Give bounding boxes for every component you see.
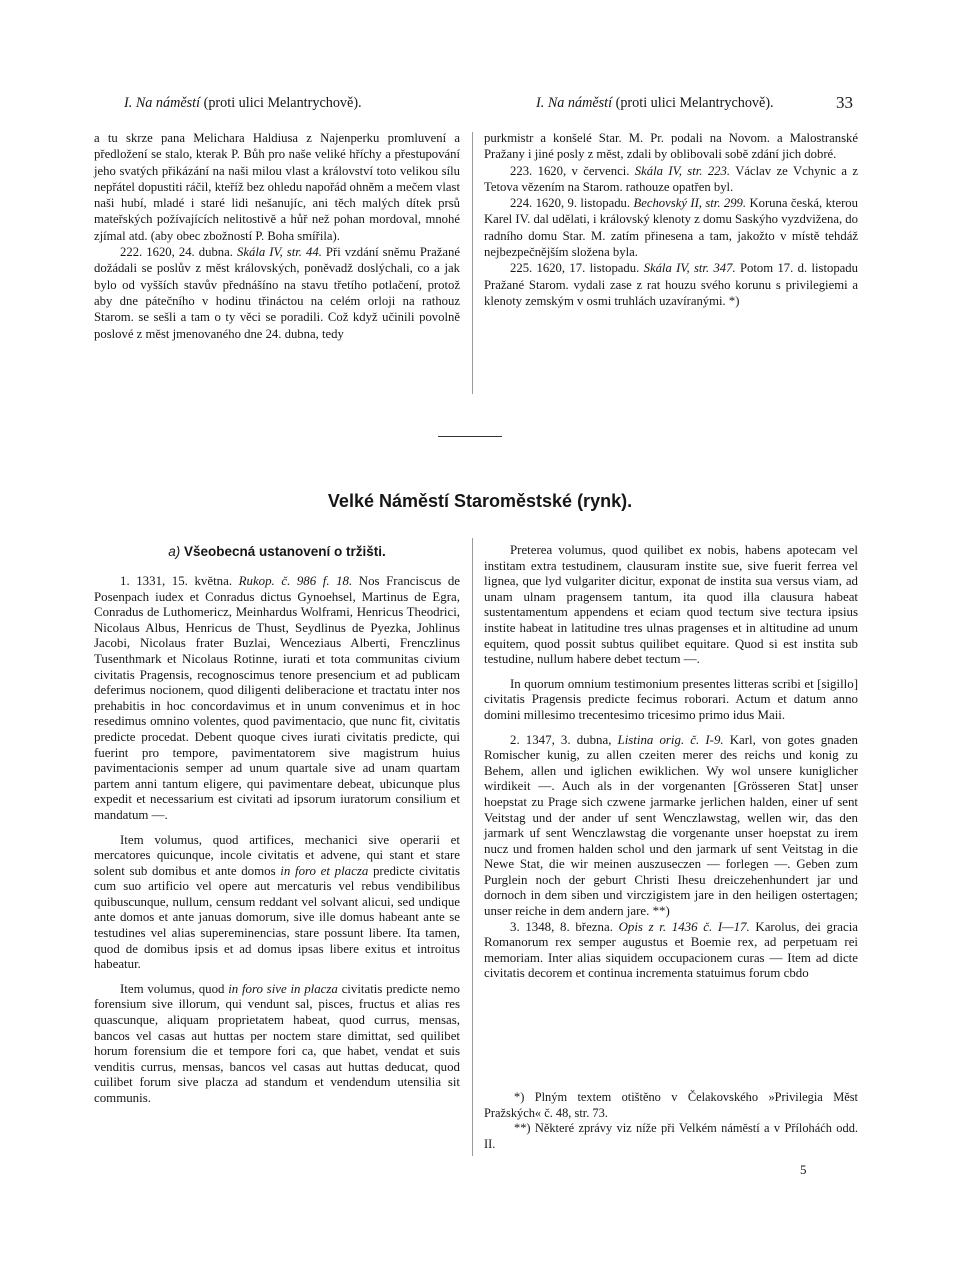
entry-222-text: Při vzdání sněmu Pražané dožádali se poslův z měst královských, poněvadž doslýchali, co a jak bylo od vyšších stavův přednášíno na stavu třetího potlačení, protož aby dne pátečního v hodinu třináctou na celém orloji na rathouz Starom. se sešli a tam o ty věci se poradili. Což když učinili povolně poslové z měst jmenovaného dne 24. dubna, tedy [94, 245, 460, 341]
signature-mark: 5 [800, 1162, 807, 1177]
entry-1-citation: Rukop. č. 986 f. 18. [238, 574, 353, 588]
latin-paragraph-forensium [94, 982, 460, 1107]
footnotes [484, 1090, 858, 1152]
top-left-column [94, 130, 460, 342]
header-left-rest: (proti ulici Melantrychově). [200, 95, 362, 111]
entry-3-head: 3. 1348, 8. března. [510, 919, 619, 934]
top-right-paragraph-1: purkmistr a konšelé Star. M. Pr. podali na Novom. a Malostranské Pražany i jiné posly z měst, zdali by oblibovali sobě zdání jich dobré. [484, 131, 858, 162]
entry-223-citation: Skála IV, str. 223. [634, 163, 731, 178]
entry-225-text: Potom 17. d. listopadu Pražané Starom. vydali zase z rat houzu svého korunu s privilegiemi a klenoty zemským v osmi truhlách uzavíranými. *) [484, 261, 858, 308]
entry-2 [484, 733, 858, 920]
latin-paragraph-preterea: Preterea volumus, quod quilibet ex nobis, habens apotecam vel institam extra testudinem, clausuram instite sue, sive fuerit ferrea vel lignea, que lyd vulgariter dicitur, exponat de instita sua versus viam, ad unam ulnam pragensem tantum, ita quod illa clausura habeat sustentamentum appendens et eciam quod tectum sive tectura ipsius instite habeat in latitudine tres ulnas pragenses et in altitudine ad unum equitem, quod possit subtus quilibet equitare. Quod si est instita sub testudine, nullum habere debet tectum —. [484, 543, 858, 667]
latin-text: civitatis predicte nemo forensium sive illorum, qui vendunt sal, pisces, fructus et alias res quascunque, aliquam proprietatem habeat, quod currus, mensas, bancos vel casas aut huttas per noctem stare dimittat, sed quilibet horum forensium die et tempore fori ca, que habet, vendat et suis venditis currus, mensas, bancos vel casas aut huttas deducat, quod cuilibet forum sive placza ad standum et vendendum utensilia sit communis. [94, 981, 460, 1105]
entry-2-citation: Listina orig. č. I-9. [617, 732, 724, 747]
entry-225-citation: Skála IV, str. 347. [643, 261, 736, 276]
footnote-1: *) Plným textem otištěno v Čelakovského »Privilegia Měst Pražských« č. 48, str. 73. [484, 1090, 858, 1120]
entry-1 [94, 574, 460, 824]
section-title: Velké Náměstí Staroměstské (rynk). [327, 491, 633, 511]
footnote-2: **) Některé zprávy viz níže při Velkém náměstí a v Příloháćh odd. II. [484, 1121, 858, 1151]
entry-223 [484, 163, 858, 196]
latin-italic-phrase: in foro sive in placza [228, 981, 338, 996]
page-number: 33 [836, 93, 853, 112]
entry-2-head: 2. 1347, 3. dubna, [510, 732, 618, 747]
header-right-rest: (proti ulici Melantrychově). [612, 95, 774, 111]
entry-3-text: Karolus, dei gracia Romanorum rex semper augustus et Boemie rex, ad perpetuam rei memoriam. Inter alias siquidem occupacionem curas — Item ad dicte civitatis decorem et continua incrementa statuimus forum cbdo [484, 919, 858, 981]
entry-3-citation: Opis z r. 1436 č. I—17. [618, 919, 750, 934]
latin-text: Item volumus, quod artifices, mechanici sive operarii et mercatores quicunque, incole civitatis et advene, qui stant et stare solent sub domibus et ante domos [94, 832, 460, 878]
column-divider-bottom [472, 538, 473, 1156]
top-left-paragraph-1: a tu skrze pana Melichara Haldiusa z Najenperku promluvení a předložení se stalo, kterak P. Bůh pro naše veliké hříchy a přestupování jeho svatých přikázání na naši milou vlast a království toto velikou sílu nepřátel dopustiti ráčil, kteříž bez ohledu napořád ohněm a mečem vlast naši hubí, mladé i staré lidi nešanujíc, ani těch malých dítek prsů mateřských požívajících nelitostivě a hůř než pohan mordoval, mnohé zjímal atd. (aby obec zbožností P. Boha smířila). [94, 131, 460, 243]
entry-223-text: Václav ze Vchynic a z Tetova vězením na Starom. rathouze opatřen byl. [484, 163, 858, 194]
entry-224-head: 224. 1620, 9. listopadu. [510, 196, 634, 211]
header-left-title: I. Na náměstí [124, 95, 201, 111]
bottom-right-column [484, 543, 858, 982]
subsection-title: Všeobecná ustanovení o tržišti. [183, 544, 386, 559]
top-right-column [484, 130, 858, 309]
entry-224-text: Koruna česká, kterou Karel IV. dal udělati, i královský klenoty z domu Saskýho vyzdvižena, do radního domu Star. M. zatím přinesena a tam, jakožto v místě tehdáž nejbezpečnějším složena byla. [484, 196, 858, 260]
latin-italic-phrase: in foro et placza [280, 863, 369, 878]
entry-225-head: 225. 1620, 17. listopadu. [510, 261, 644, 276]
entry-225 [484, 260, 858, 309]
section-separator-rule [438, 436, 502, 437]
running-header-left [124, 94, 362, 112]
header-right-title: I. Na náměstí [536, 95, 613, 111]
entry-1-text: Nos Franciscus de Posenpach iudex et Conradus dictus Gynoehsel, Martinus de Egra, Conradus de Luthomericz, Meinhardus Wolframi, Henricus Theodrici, Nicolaus Albus, Henricus de Thust, Seydlinus de Pyezka, Johlinus Jacobi, Nicolaus frater Buzlai, Wenceziaus Alberti, Frenczlinus Tusenthmark et Nicolaus Rotinne, iurati et tota communitas civium civitatis Pragensis, recognoscimus tenore presencium et ad publicam deferimus nocionem, quod diligenti deliberacione et tractatu inter nos prehabitis in hoc concordavimus et in unum convenimus et in hoc resedimus omnino volentes, quod pavimentacio, que nunc fit, civitatis predicte procedat. Debent quoque cives iurati civitatis predicte, qui fuerint pro tempore, pavimentatorem sive magistrum huius pavimentacionis semper ad unum quartale sive ad unam quartam partem anni tantum eligere, qui pavimentare debeat, ubicunque plus expedit et necessarium est civitati ad ipsorum iuratorum consilium et mandatum —. [94, 574, 460, 822]
latin-text: Item volumus, quod [120, 981, 229, 996]
entry-224-citation: Bechovský II, str. 299. [633, 196, 747, 211]
latin-text: predicte civitatis cum suo artificio vel opere aut mercaturis vel rebus vendibilibus quibuscunque, nullum, censum reddant vel solvant alicui, sed undique ante domos et ante januas domorum, sive ille domus habeant ante se testudines vel alias supereminencias, stare possunt libere. Ita tamen, quod de domibus ipsis et ad domus ipsas libere exitus et introitus habeatur. [94, 863, 460, 972]
entry-224 [484, 195, 858, 260]
running-header-right [536, 94, 774, 112]
entry-222-head: 222. 1620, 24. dubna. [120, 245, 237, 260]
entry-1-head: 1. 1331, 15. května. [120, 574, 239, 588]
bottom-left-column [94, 574, 460, 1107]
subsection-letter: a) [168, 544, 181, 559]
subsection-heading [94, 544, 460, 560]
entry-223-head: 223. 1620, v červenci. [510, 163, 635, 178]
latin-paragraph-artifices [94, 833, 460, 973]
entry-222-citation: Skála IV, str. 44. [237, 245, 322, 260]
latin-paragraph-testimonium: In quorum omnium testimonium presentes litteras scribi et [sigillo] civitatis Pragensis predicte fecimus roborari. Actum et datum anno domini millesimo trecentesimo tricesimo primo idus Maii. [484, 676, 858, 722]
entry-3 [484, 920, 858, 982]
entry-2-text: Karl, von gotes gnaden Romischer kunig, zu allen czeiten merer des reichs und konig zu Behem, allen und iglichen ewiklichen. Wy wol unsere kuniglicher wirdikeit —. Auch als in der vorgenanten [Grösseren Stat] unser hoepstat zu Prage sich czwene jarmarke jerlichen halden, einer uf sent Veitstag und der ander uf sent Wenczlawstag, wellen wir, das den jarmark uf sent Wenczlawstag die vorgenante unser hoepstat zu irem nucz und fromen halden schol und den jarmark uf sent Veitstag in die Newe Stat, die wir meinen auszuseczen — forlegen —. Geben zum Purglein noch der geburt Christi Ihesu dreiczehenhundert jar und dornoch in dem siben und virczigistem jare in den heiligen ostertagen; unser reiche in dem andern jare. **) [484, 732, 858, 919]
column-divider-top [472, 132, 473, 394]
entry-222 [94, 244, 460, 342]
